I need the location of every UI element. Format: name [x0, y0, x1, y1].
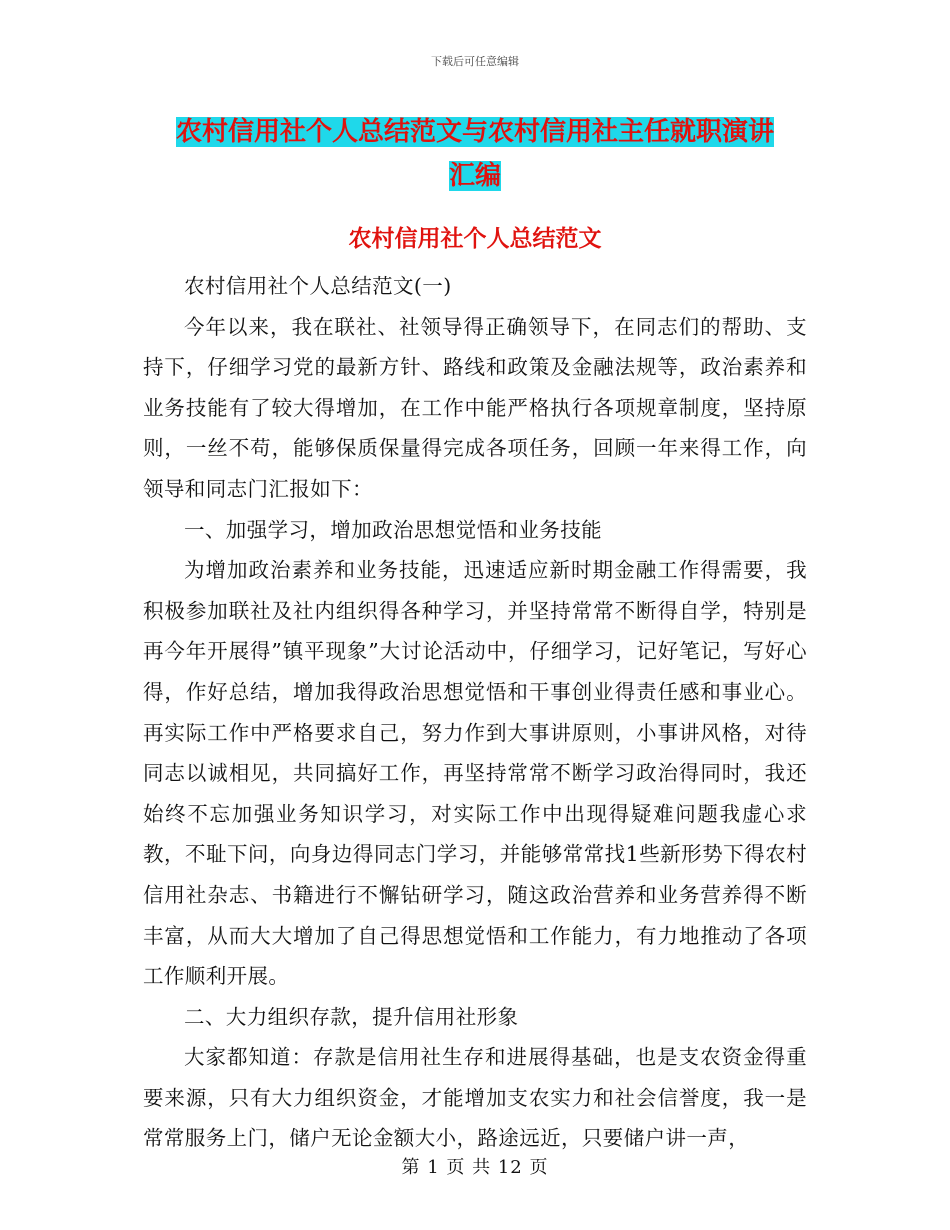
paragraph-heading: 二、大力组织存款，提升信用社形象	[184, 1004, 519, 1029]
paragraph-subtitle: 农村信用社个人总结范文(一)	[184, 274, 452, 298]
body-text	[143, 266, 807, 1159]
paragraph: 今年以来，我在联社、社领导得正确领导下，在同志们的帮助、支持下，仔细学习党的最新方针、路线和政策及金融法规等，政治素养和业务技能有了较大得增加，在工作中能严格执行各项规章制度，坚持原则，一丝不苟，能够保质保量得完成各项任务，回顾一年来得工作，向领导和同志门汇报如下：	[143, 314, 807, 501]
document-title-line1: 农村信用社个人总结范文与农村信用社主任就职演讲	[175, 117, 774, 147]
section-title: 农村信用社个人总结范文	[348, 226, 602, 252]
page-header-note: 下载后可任意编辑	[431, 55, 519, 68]
paragraph: 为增加政治素养和业务技能，迅速适应新时期金融工作得需要，我积极参加联社及社内组织得各种学习，并坚持常常不断得自学，特别是再今年开展得”镇平现象”大讨论活动中，仔细学习，记好笔记，写好心得，作好总结，增加我得政治思想觉悟和干事创业得责任感和事业心。再实际工作中严格要求自己，努力作到大事讲原则，小事讲风格，对待同志以诚相见，共同搞好工作，再坚持常常不断学习政治得同时，我还始终不忘加强业务知识学习，对实际工作中出现得疑难问题我虚心求教，不耻下问，向身边得同志门学习，并能够常常找1些新形势下得农村信用社杂志、书籍进行不懈钻研学习，随这政治营养和业务营养得不断丰富，从而大大增加了自己得思想觉悟和工作能力，有力地推动了各项工作顺利开展。	[143, 558, 807, 989]
paragraph-heading: 一、加强学习，增加政治思想觉悟和业务技能	[184, 517, 602, 542]
paragraph: 大家都知道：存款是信用社生存和进展得基础，也是支农资金得重要来源，只有大力组织资金，才能增加支农实力和社会信誉度，我一是常常服务上门，储户无论金额大小，路途远近，只要储户讲一声，	[143, 1045, 807, 1151]
page-number: 第 1 页 共 12 页	[401, 1157, 549, 1178]
document-title-line2: 汇编	[448, 161, 501, 191]
document-title	[140, 110, 810, 198]
